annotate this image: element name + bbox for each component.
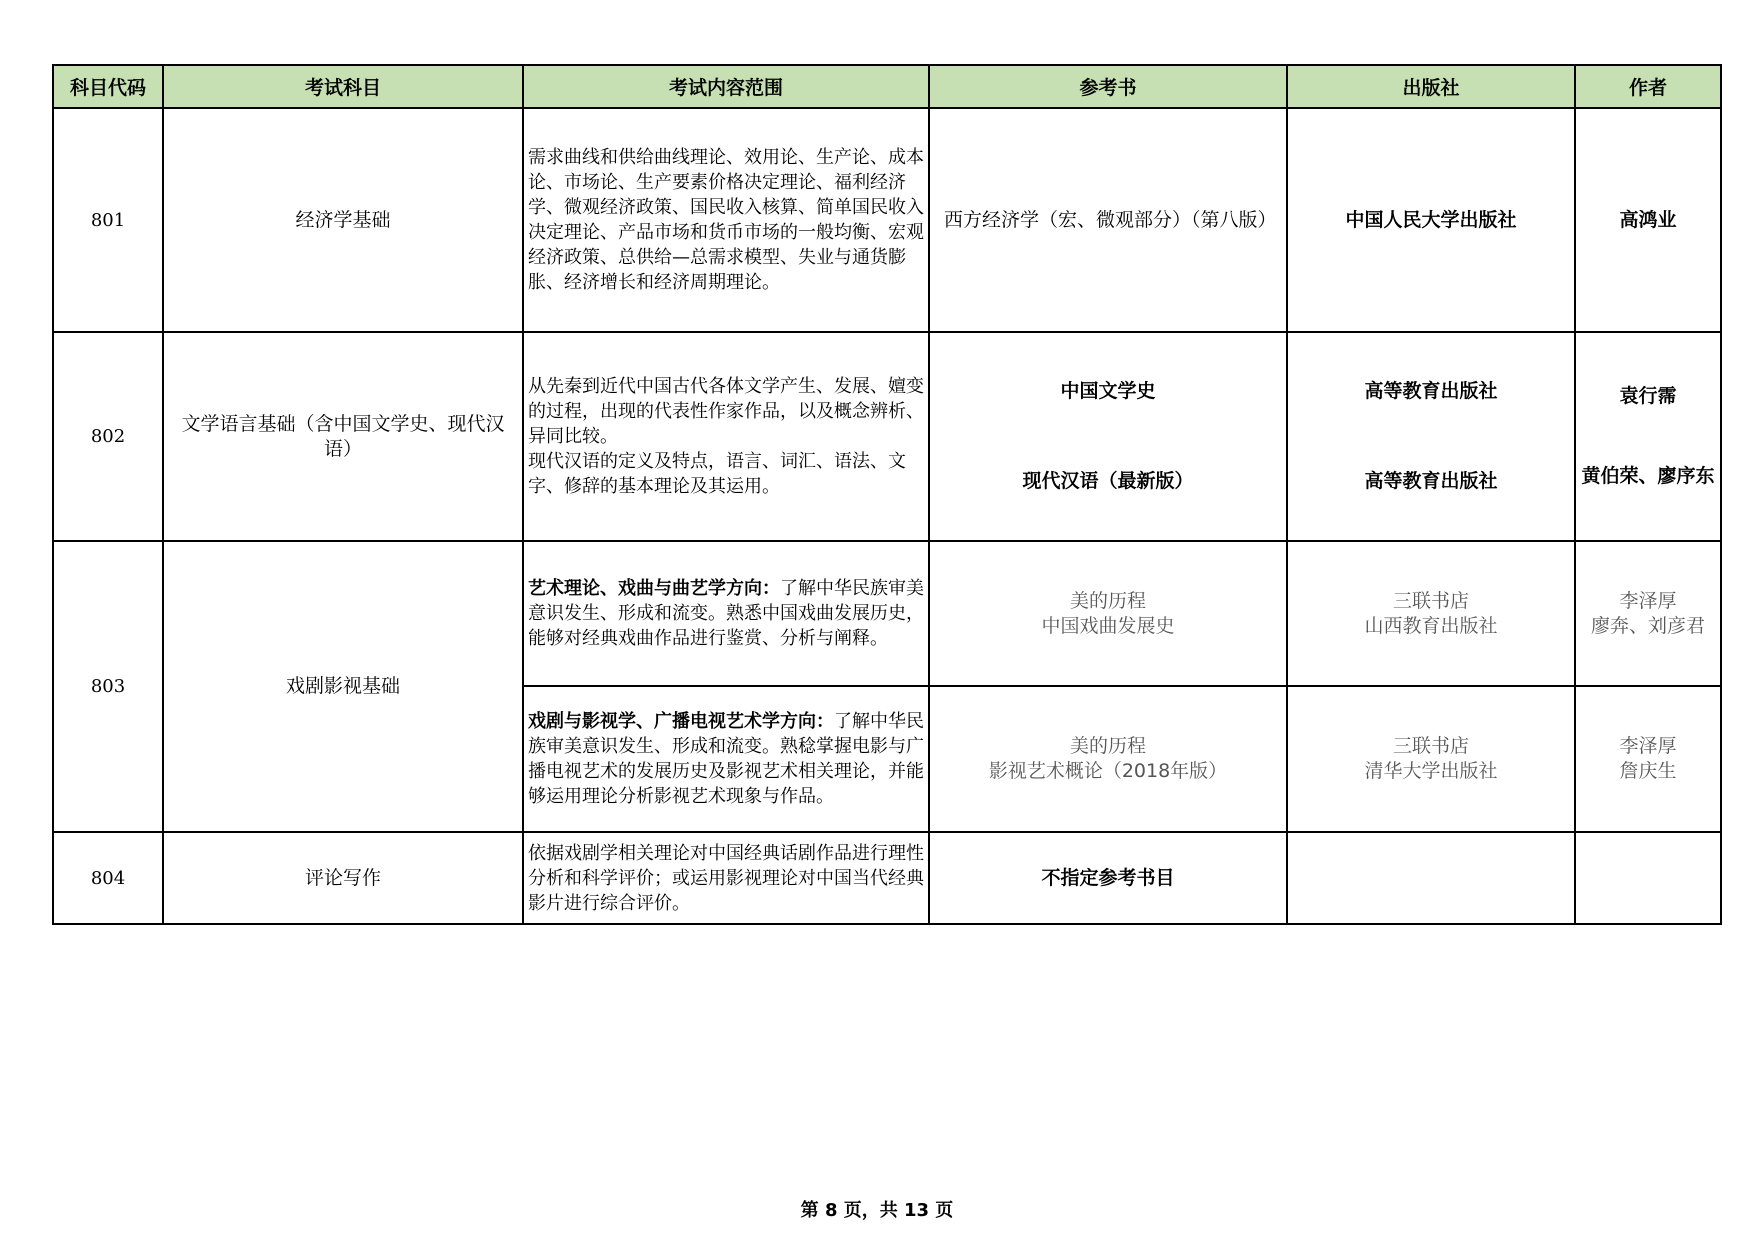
author-2: 廖奔、刘彦君 — [1590, 614, 1705, 637]
exam-subjects-table — [52, 64, 1722, 925]
reference-book-2: 中国戏曲发展史 — [1041, 614, 1175, 637]
subject-code: 803 — [53, 541, 163, 832]
exam-scope-part: 现代汉语的定义及特点，语言、词汇、语法、文字、修辞的基本理论及其运用。 — [528, 451, 906, 497]
header-book: 参考书 — [929, 65, 1287, 108]
publisher-2: 山西教育出版社 — [1364, 614, 1498, 637]
subject-code: 804 — [53, 832, 163, 924]
subject-name: 评论写作 — [163, 832, 523, 924]
publisher: 中国人民大学出版社 — [1287, 108, 1575, 332]
subject-name: 戏剧影视基础 — [163, 541, 523, 832]
header-subject: 考试科目 — [163, 65, 523, 108]
exam-scope: 依据戏剧学相关理论对中国经典话剧作品进行理性分析和科学评价；或运用影视理论对中国当代经典影片进行综合评价。 — [523, 832, 929, 924]
publisher — [1287, 332, 1575, 541]
exam-scope-lead: 艺术理论、戏曲与曲艺学方向： — [528, 578, 780, 599]
reference-book — [929, 686, 1287, 832]
header-scope: 考试内容范围 — [523, 65, 929, 108]
exam-scope-lead: 戏剧与影视学、广播电视艺术学方向： — [528, 711, 834, 732]
publisher-2: 清华大学出版社 — [1364, 760, 1498, 782]
exam-scope — [523, 686, 929, 832]
header-row — [53, 65, 1721, 108]
author-1: 袁行霈 — [1619, 385, 1677, 407]
reference-book-2: 现代汉语（最新版） — [1022, 470, 1194, 492]
reference-book-1: 美的历程 — [1069, 735, 1146, 757]
header-publisher: 出版社 — [1287, 65, 1575, 108]
author-2: 詹庆生 — [1619, 760, 1677, 782]
author — [1575, 332, 1721, 541]
author-1: 李泽厚 — [1619, 735, 1677, 757]
table-row — [53, 541, 1721, 686]
author-2: 黄伯荣、廖序东 — [1581, 465, 1715, 487]
subject-code: 801 — [53, 108, 163, 332]
page-number: 第 8 页，共 13 页 — [800, 1200, 954, 1221]
author — [1575, 832, 1721, 924]
table-row — [53, 332, 1721, 541]
reference-book-1: 美的历程 — [1069, 589, 1146, 612]
table-row — [53, 832, 1721, 924]
table-row — [53, 108, 1721, 332]
subject-name: 文学语言基础（含中国文学史、现代汉语） — [163, 332, 523, 541]
reference-book — [929, 332, 1287, 541]
publisher — [1287, 686, 1575, 832]
publisher — [1287, 832, 1575, 924]
header-code: 科目代码 — [53, 65, 163, 108]
reference-book: 西方经济学（宏、微观部分）（第八版） — [929, 108, 1287, 332]
exam-scope-text: 了解中华民族审美意识发生、形成和流变。熟稔掌握电影与广播电视艺术的发展历史及影视艺术相关理论，并能够运用理论分析影视艺术现象与作品。 — [528, 711, 924, 807]
publisher-1: 高等教育出版社 — [1364, 380, 1498, 402]
author-1: 李泽厚 — [1619, 589, 1677, 612]
subject-name: 经济学基础 — [163, 108, 523, 332]
publisher — [1287, 541, 1575, 686]
header-author: 作者 — [1575, 65, 1721, 108]
reference-book — [929, 541, 1287, 686]
exam-scope-part: 从先秦到近代中国古代各体文学产生、发展、嬗变的过程，出现的代表性作家作品，以及概念辨析、异同比较。 — [528, 376, 924, 447]
exam-scope — [523, 332, 929, 541]
subject-code: 802 — [53, 332, 163, 541]
reference-book-2: 影视艺术概论（2018年版） — [988, 760, 1228, 782]
exam-scope-text: 了解中华民族审美意识发生、形成和流变。熟悉中国戏曲发展历史，能够对经典戏曲作品进行鉴赏、分析与阐释。 — [528, 578, 924, 649]
publisher-1: 三联书店 — [1392, 589, 1469, 612]
publisher-1: 三联书店 — [1392, 735, 1469, 757]
author: 高鸿业 — [1575, 108, 1721, 332]
reference-book-1: 中国文学史 — [1060, 380, 1156, 402]
reference-book: 不指定参考书目 — [929, 832, 1287, 924]
author — [1575, 541, 1721, 686]
author — [1575, 686, 1721, 832]
exam-scope — [523, 541, 929, 686]
exam-scope: 需求曲线和供给曲线理论、效用论、生产论、成本论、市场论、生产要素价格决定理论、福利经济学、微观经济政策、国民收入核算、简单国民收入决定理论、产品市场和货币市场的一般均衡、宏观经济政策、总供给—总需求模型、失业与通货膨胀、经济增长和经济周期理论。 — [523, 108, 929, 332]
publisher-2: 高等教育出版社 — [1364, 470, 1498, 492]
